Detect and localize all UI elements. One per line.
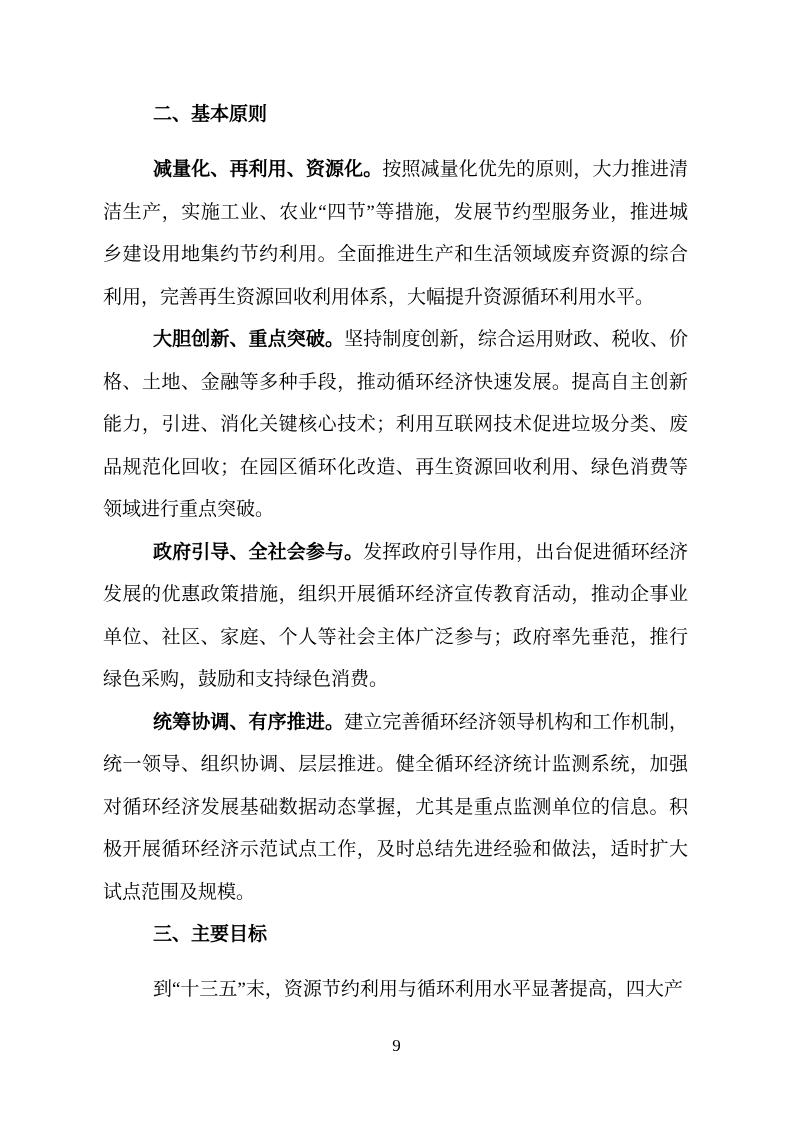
paragraph-lead: 大胆创新、重点突破。 [153,329,345,350]
paragraph-coordination [103,702,688,915]
paragraph-body: 按照减量化优先的原则，大力推进清洁生产，实施工业、农业“四节”等措施，发展节约型服务业，推进城乡建设用地集约节约利用。全面推进生产和生活领域废弃资源的综合利用，完善再生资源回收利用体系，大幅提升资源循环利用水平。 [103,159,688,308]
paragraph-government-guidance [103,532,688,702]
paragraph-bold-innovation [103,319,688,532]
paragraph-lead: 减量化、再利用、资源化。 [153,159,383,180]
paragraph-body: 发挥政府引导作用，出台促进循环经济发展的优惠政策措施，组织开展循环经济宣传教育活动，推动企事业单位、社区、家庭、个人等社会主体广泛参与；政府率先垂范，推行绿色采购，鼓励和支持绿色消费。 [103,541,688,690]
section-heading-basic-principles: 二、基本原则 [153,104,268,125]
paragraph-body: 建立完善循环经济领导机构和工作机制，统一领导、组织协调、层层推进。健全循环经济统计监测系统，加强对循环经济发展基础数据动态掌握，尤其是重点监测单位的信息。积极开展循环经济示范试点工作，及时总结先进经验和做法，适时扩大试点范围及规模。 [103,711,688,903]
page-number: 9 [392,1036,401,1055]
paragraph-lead: 政府引导、全社会参与。 [153,541,364,563]
paragraph-reduce-reuse-recycle [103,149,688,319]
paragraph-body: 到“十三五”末，资源节约利用与循环利用水平显著提高，四大产 [153,979,683,1000]
paragraph-thirteenth-five-year [103,969,688,1012]
paragraph-lead: 统筹协调、有序推进。 [153,711,345,733]
section-heading-main-goals: 三、主要目标 [153,924,268,945]
paragraph-body: 坚持制度创新，综合运用财政、税收、价格、土地、金融等多种手段，推动循环经济快速发展。提高自主创新能力，引进、消化关键核心技术；利用互联网技术促进垃圾分类、废品规范化回收；在园区循环化改造、再生资源回收利用、绿色消费等领域进行重点突破。 [103,329,688,520]
